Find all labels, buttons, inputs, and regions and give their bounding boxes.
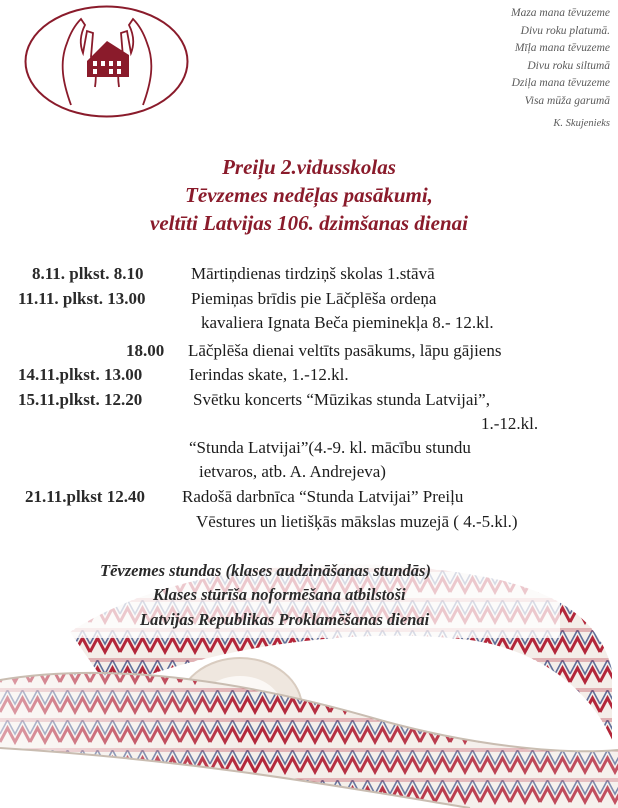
event-time: 21.11.plkst 12.40 xyxy=(25,487,145,506)
event-description: Radošā darbnīca “Stunda Latvijai” Preiļu xyxy=(182,487,464,506)
event-time: 8.11. plkst. 8.10 xyxy=(32,264,144,283)
poem-line: Maza mana tēvuzeme xyxy=(510,7,610,19)
event-description: “Stunda Latvijai”(4.-9. kl. mācību stundu xyxy=(189,438,471,457)
event-time: 15.11.plkst. 12.20 xyxy=(18,390,143,409)
page-title xyxy=(0,153,618,237)
poem-author: K. Skujenieks xyxy=(553,118,610,129)
event-description: 1.-12.kl. xyxy=(481,414,539,433)
poem-line: Visa mūža garumā xyxy=(524,94,610,107)
poem-line: Divu roku siltumā xyxy=(527,59,610,72)
title-line: veltīti Latvijas 106. dzimšanas dienai xyxy=(150,211,468,235)
closing-line: Tēvzemes stundas (klases audzināšanas stundās) xyxy=(100,561,431,580)
event-time: 11.11. plkst. 13.00 xyxy=(18,289,146,308)
poem-line: Mīļa mana tēvuzeme xyxy=(514,42,610,54)
poem-line: Dziļa mana tēvuzeme xyxy=(511,77,610,89)
event-time: 18.00 xyxy=(126,341,165,360)
event-description: ietvaros, atb. A. Andrejeva) xyxy=(199,462,386,481)
event-description: Lāčplēša dienai veltīts pasākums, lāpu gājiens xyxy=(188,341,502,360)
event-description: kavaliera Ignata Beča pieminekļa 8.- 12.kl. xyxy=(201,313,494,332)
event-time: 14.11.plkst. 13.00 xyxy=(18,365,143,384)
event-description: Piemiņas brīdis pie Lāčplēša ordeņa xyxy=(191,289,437,308)
poem xyxy=(410,5,610,133)
event-description: Ierindas skate, 1.-12.kl. xyxy=(189,365,349,384)
event-description: Vēstures un lietišķās mākslas muzejā ( 4.-5.kl.) xyxy=(196,512,518,531)
event-description: Svētku koncerts “Mūzikas stunda Latvijai”, xyxy=(193,390,490,409)
school-logo xyxy=(23,3,190,120)
closing-line: Latvijas Republikas Proklamēšanas dienai xyxy=(140,610,430,629)
event-description: Mārtiņdienas tirdziņš skolas 1.stāvā xyxy=(191,264,435,283)
poem-line: Divu roku platumā. xyxy=(520,24,610,37)
closing-line: Klases stūrīša noformēšana atbilstoši xyxy=(153,585,406,604)
title-line: Tēvzemes nedēļas pasākumi, xyxy=(185,183,433,207)
title-line: Preiļu 2.vidusskolas xyxy=(222,155,396,179)
